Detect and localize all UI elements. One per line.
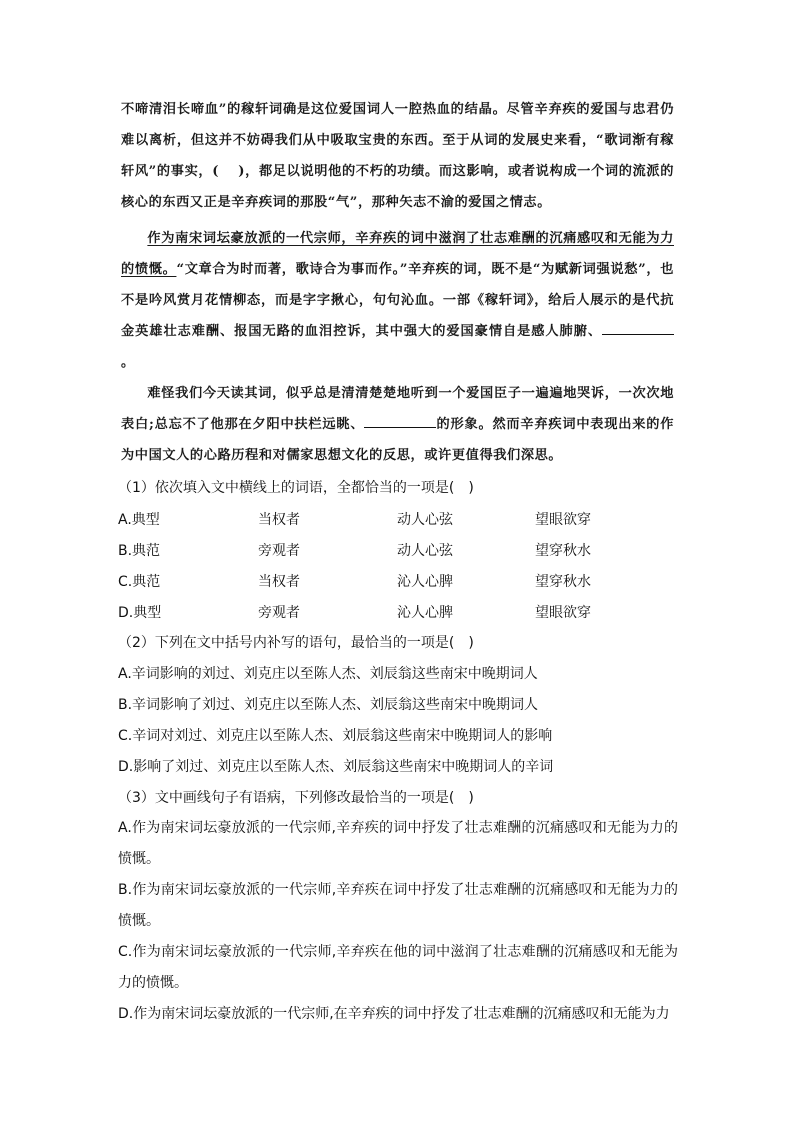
q2-option-a[interactable]: A.辛词影响的刘过、刘克庄以至陈人杰、刘辰翁这些南宋中晚期词人 [118,666,538,682]
option-cell: 旁观者 [258,543,300,559]
option-cell: 旁观者 [258,605,300,621]
q2-option-d[interactable]: D.影响了刘过、刘克庄以至陈人杰、刘辰翁这些南宋中晚期词人的辛词 [118,759,554,775]
fill-blank [364,413,436,428]
passage-text: 难怪我们今天读其词，似乎总是清清楚楚地听到一个爱国臣子一遍遍地哭诉，一次次地表白;总忘不了他那在夕阳中扶栏远眺、 [121,386,674,432]
passage-text: 。 [121,355,135,370]
option-cell: 望眼欲穿 [535,512,591,528]
q2-option-c[interactable]: C.辛词对刘过、刘克庄以至陈人杰、刘辰翁这些南宋中晚期词人的影响 [118,728,553,744]
q1-option-d[interactable] [118,602,678,622]
option-cell: 动人心弦 [397,543,453,559]
q3-option-b[interactable]: B.作为南宋词坛豪放派的一代宗师,辛弃疾在词中抒发了壮志难酬的沉痛感叹和无能为力的愤慨。 [118,882,678,929]
option-cell: B.典范 [118,543,161,559]
passage-text: “文章合为时而著，歌诗合为事而作。”辛弃疾的词，既不是“为赋新词强说愁”，也不是吟风赏月花情柳态，而是字字揪心，句句沁血。一部《稼轩词》，给后人展示的是代抗金英雄壮志难酬、报国无路的血泪控诉，其中强大的爱国豪情自是感人肺腑、 [121,262,674,339]
passage-paragraph-1 [121,94,674,218]
option-cell: 望穿秋水 [535,543,591,559]
q3-option-d[interactable]: D.作为南宋词坛豪放派的一代宗师,在辛弃疾的词中抒发了壮志难酬的沉痛感叹和无能为力 [118,1006,670,1022]
passage-text: 不啼清泪长啼血”的稼轩词确是这位爱国词人一腔热血的结晶。尽管辛弃疾的爱国与忠君仍难以离析，但这并不妨碍我们从中吸取宝贵的东西。至于从词的发展史来看，“歌词渐有稼轩风”的事实，( )，都足以说明他的不朽的功绩。而这影响，或者说构成一个词的流派的核心的东西又正是辛弃疾词的那股“气”，那种矢志不渝的爱国之情志。 [121,102,674,210]
question-1-stem: （1）依次填入文中横线上的词语，全都恰当的一项是( ) [118,480,474,496]
fill-blank [602,320,674,335]
option-cell: C.典范 [118,574,161,590]
option-cell: 动人心弦 [397,512,453,528]
q2-option-b[interactable]: B.辛词影响了刘过、刘克庄以至陈人杰、刘辰翁这些南宋中晚期词人 [118,697,539,713]
passage-paragraph-3 [121,378,674,471]
question-3-stem: （3）文中画线句子有语病，下列修改最恰当的一项是( ) [118,790,474,806]
q3-option-a[interactable]: A.作为南宋词坛豪放派的一代宗师,辛弃疾的词中抒发了壮志难酬的沉痛感叹和无能为力的愤慨。 [118,820,678,867]
question-2-stem: （2）下列在文中括号内补写的语句，最恰当的一项是( ) [118,635,474,651]
option-cell: 望眼欲穿 [535,605,591,621]
option-cell: 沁人心脾 [397,574,453,590]
option-cell: 沁人心脾 [397,605,453,621]
q1-option-b[interactable] [118,540,678,560]
passage-paragraph-2 [121,223,674,378]
option-cell: 望穿秋水 [535,574,591,590]
option-cell: 当权者 [258,512,300,528]
option-cell: 当权者 [258,574,300,590]
option-cell: D.典型 [118,605,162,621]
passage-text: 的形象。然而辛弃疾词中表现出来的作为中国文人的心路历程和对儒家思想文化的反思，或许更值得我们深思。 [121,417,674,463]
underlined-sentence: 作为南宋词坛豪放派的一代宗师，辛弃疾的词中滋润了壮志难酬的沉痛感叹和无能为力的愤慨。 [121,231,674,277]
q1-option-a[interactable] [118,509,678,529]
q3-option-c[interactable]: C.作为南宋词坛豪放派的一代宗师,辛弃疾在他的词中滋润了壮志难酬的沉痛感叹和无能为力的愤慨。 [118,944,678,991]
option-cell: A.典型 [118,512,160,528]
q1-option-c[interactable] [118,571,678,591]
